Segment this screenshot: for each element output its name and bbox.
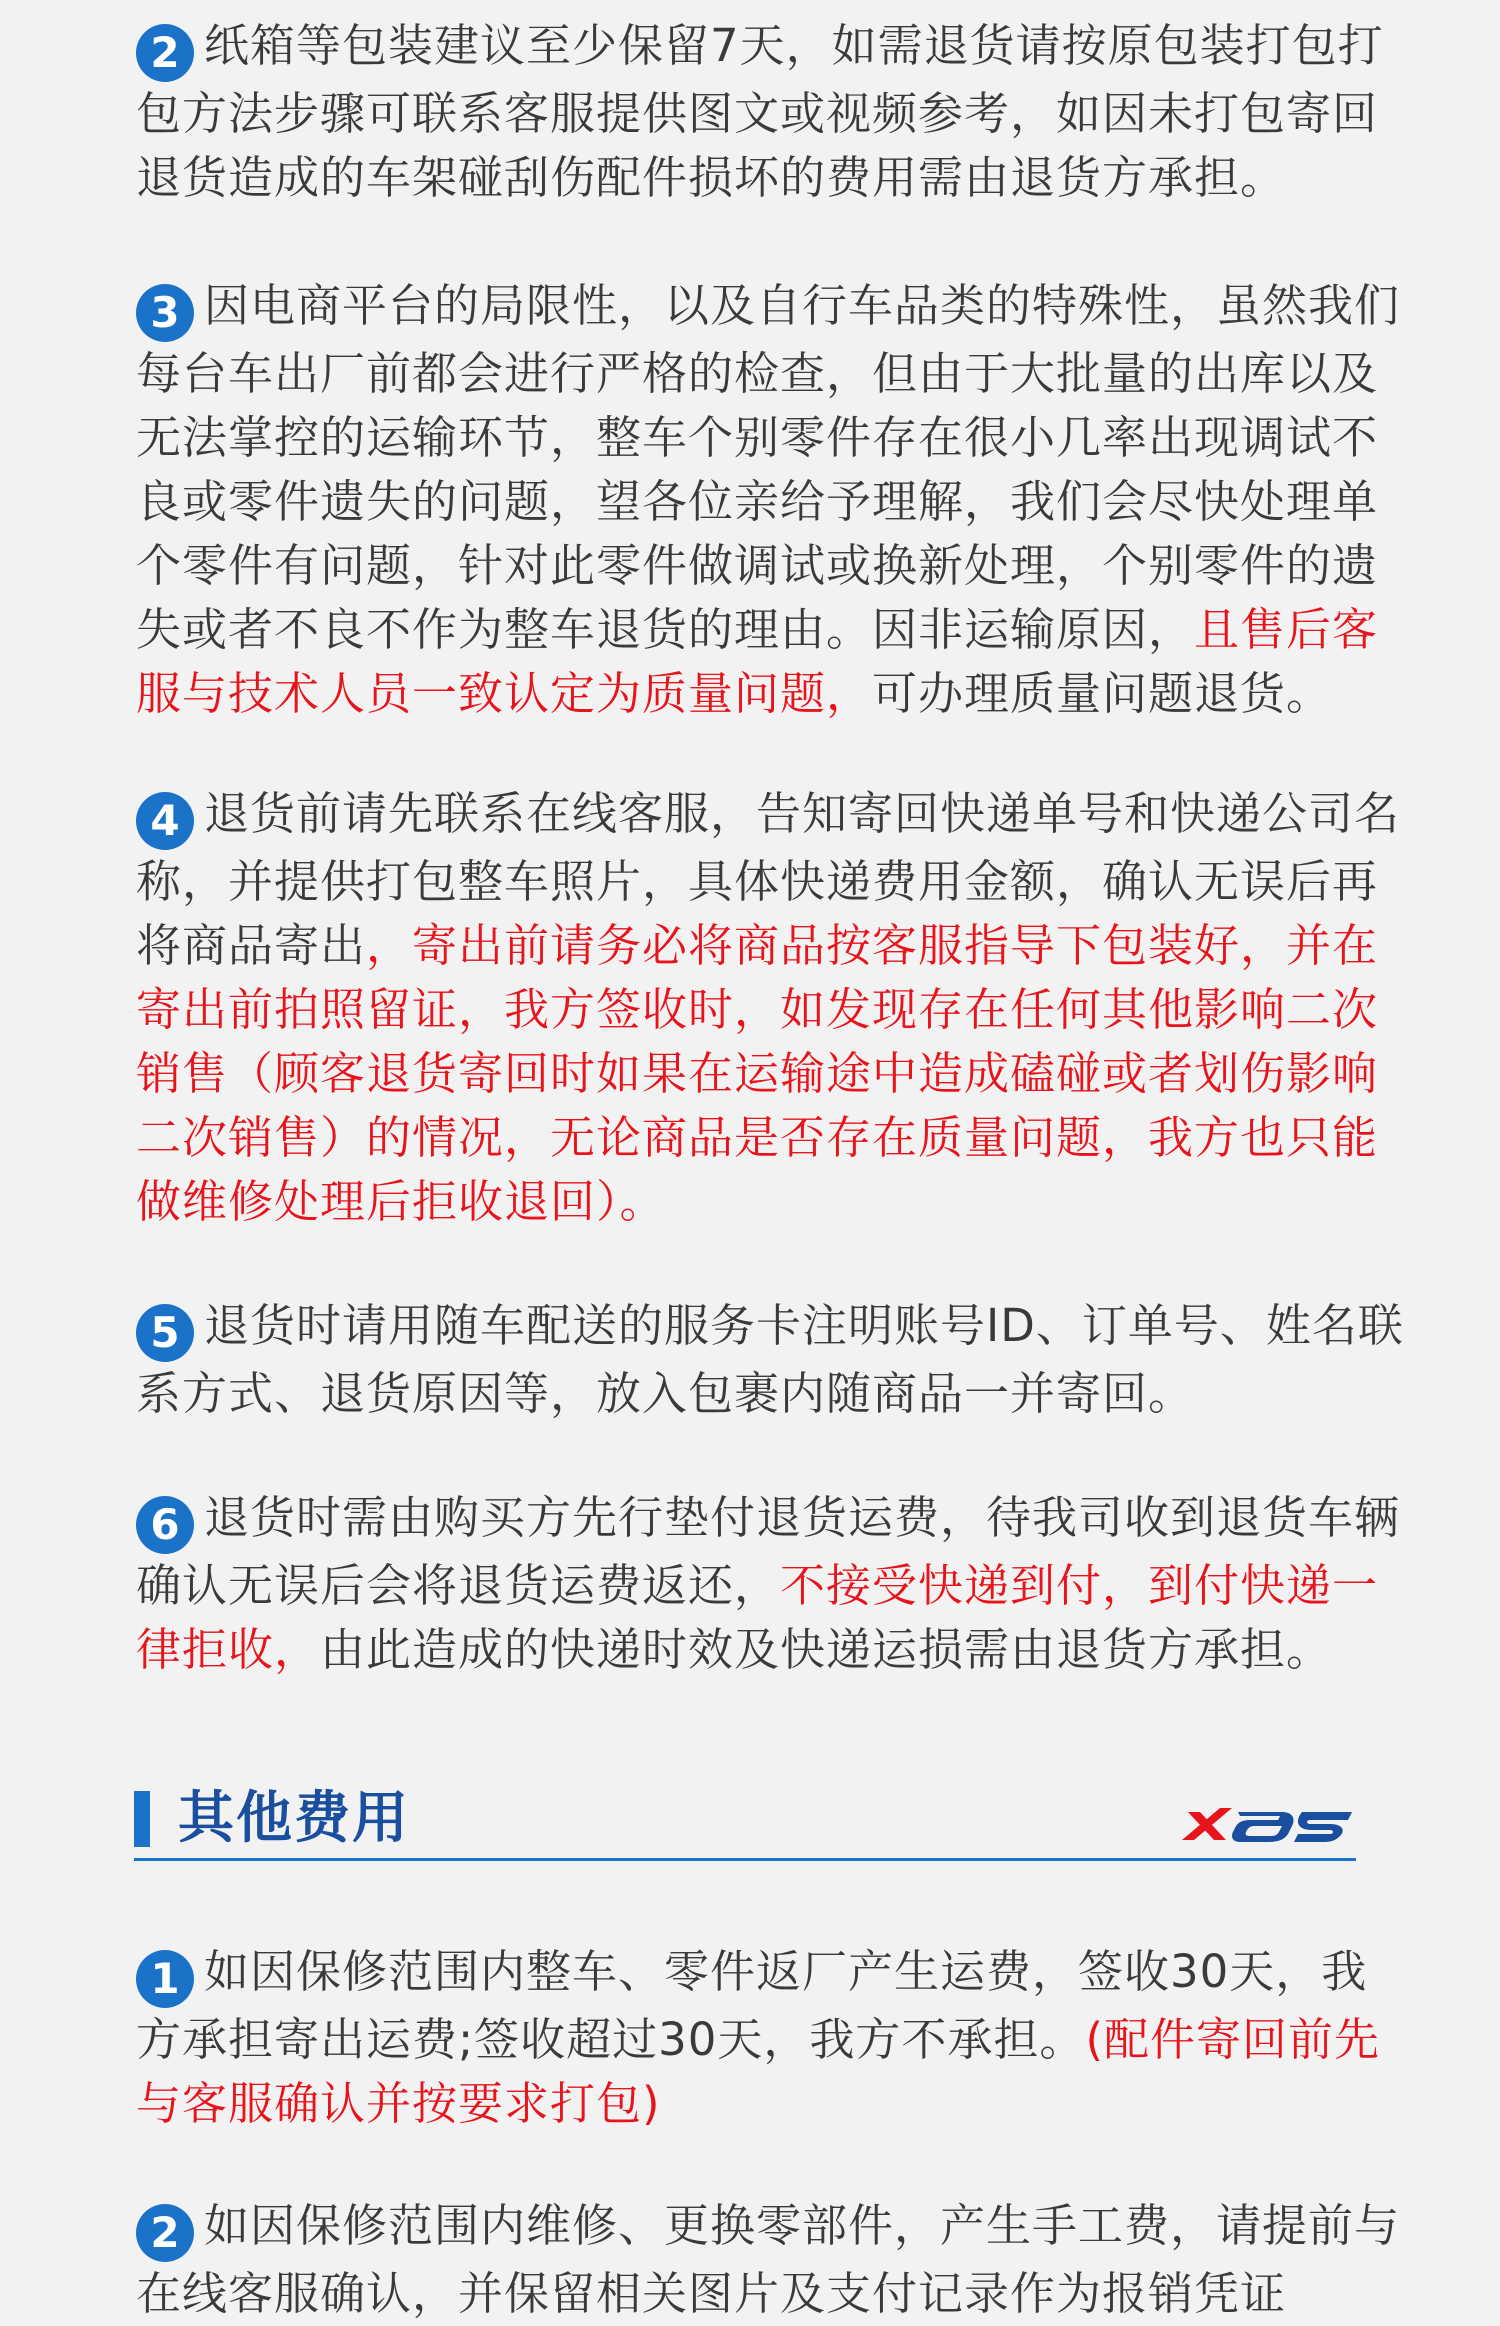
policy-text: 退货前请先联系在线客服，告知寄回快递单号和快递公司名称，并提供打包整车照片，具体快递费用金额，确认无误后再将商品寄出: [136, 787, 1401, 972]
number-badge-icon: 1: [136, 1950, 194, 2008]
policy-text: 可办理质量问题退货。: [872, 667, 1333, 720]
number-badge-icon: 4: [136, 792, 194, 850]
number-badge-icon: 5: [136, 1304, 194, 1362]
policy-item-3: [136, 274, 1404, 726]
other-fees-item-2: [136, 2194, 1404, 2326]
policy-highlight-text: (配件寄回前先与客服确认并按要求打包): [136, 2013, 1380, 2130]
policy-highlight-text: 且售后客服与技术人员一致认定为质量问题，: [136, 603, 1379, 720]
policy-item-4: [136, 782, 1404, 1234]
policy-text: 纸箱等包装建议至少保留7天，如需退货请按原包装打包打包方法步骤可联系客服提供图文或视频参考，如因未打包寄回退货造成的车架碰刮伤配件损坏的费用需由退货方承担。: [136, 19, 1384, 204]
policy-text: 如因保修范围内整车、零件返厂产生运费，签收30天，我方承担寄出运费;签收超过30天，我方不承担。: [136, 1945, 1368, 2066]
section-title: 其他费用: [178, 1786, 410, 1851]
policy-highlight-text: ，寄出前请务必将商品按客服指导下包装好，并在寄出前拍照留证，我方签收时，如发现存在任何其他影响二次销售（顾客退货寄回时如果在运输途中造成磕碰或者划伤影响二次销售）的情况，无论商品是否存在质量问题，我方也只能做维修处理后拒收退回）。: [136, 919, 1379, 1228]
section-header-other-fees: [134, 1784, 1370, 1860]
policy-item-5: [136, 1294, 1404, 1426]
policy-item-2: [136, 14, 1404, 210]
policy-item-6: [136, 1486, 1404, 1682]
other-fees-item-1: [136, 1940, 1404, 2136]
number-badge-icon: 2: [136, 24, 194, 82]
section-bar-icon: [134, 1791, 150, 1847]
policy-highlight-text: 不接受快递到付，到付快递一律拒收，: [136, 1559, 1379, 1676]
section-divider: [134, 1858, 1356, 1861]
number-badge-icon: 2: [136, 2204, 194, 2262]
number-badge-icon: 6: [136, 1496, 194, 1554]
policy-text: 退货时需由购买方先行垫付退货运费，待我司收到退货车辆确认无误后会将退货运费返还，: [136, 1491, 1401, 1612]
number-badge-icon: 3: [136, 284, 194, 342]
policy-text: 因电商平台的局限性，以及自行车品类的特殊性，虽然我们每台车出厂前都会进行严格的检查，但由于大批量的出库以及无法掌控的运输环节，整车个别零件存在很小几率出现调试不良或零件遗失的问题，望各位亲给予理解，我们会尽快处理单个零件有问题，针对此零件做调试或换新处理，个别零件的遗失或者不良不作为整车退货的理由。因非运输原因，: [136, 279, 1401, 656]
brand-logo-icon: [1180, 1802, 1354, 1846]
policy-text: 如因保修范围内维修、更换零部件，产生手工费，请提前与在线客服确认，并保留相关图片及支付记录作为报销凭证: [136, 2199, 1401, 2320]
policy-text: 由此造成的快递时效及快递运损需由退货方承担。: [320, 1623, 1333, 1676]
policy-text: 退货时请用随车配送的服务卡注明账号ID、订单号、姓名联系方式、退货原因等，放入包裹内随商品一并寄回。: [136, 1299, 1404, 1420]
